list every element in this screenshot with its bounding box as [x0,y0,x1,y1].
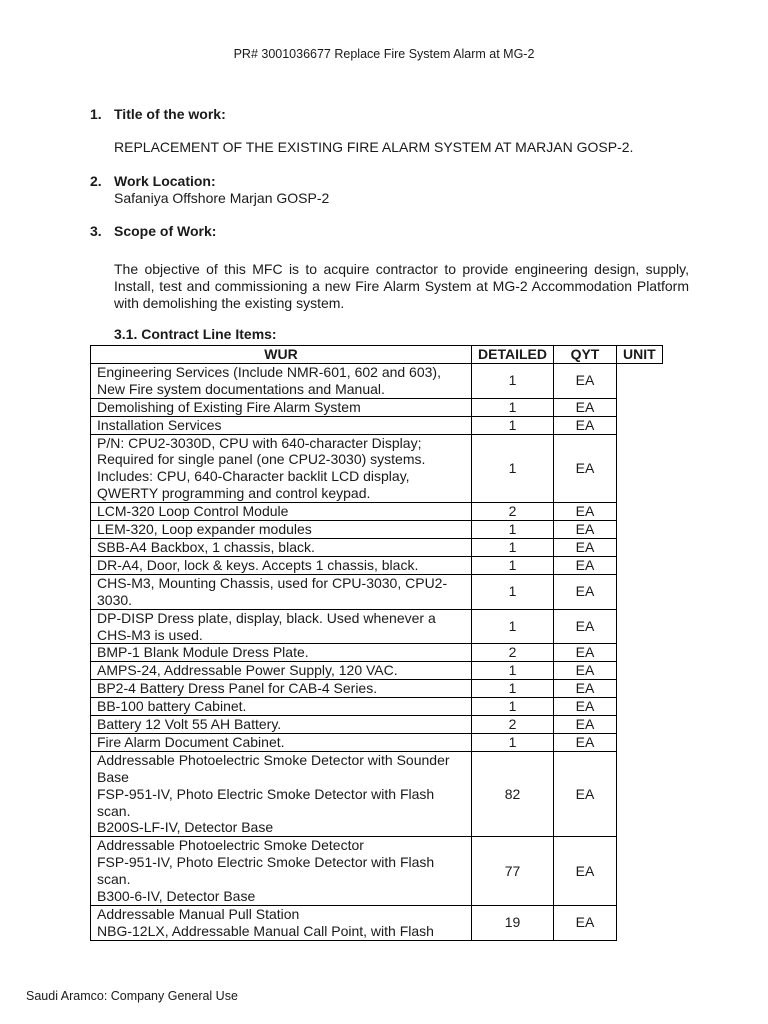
section-2-heading [90,173,216,189]
description-line: P/N: CPU2-3030D, CPU with 640-character Display; [97,434,422,451]
description-line: Fire Alarm Document Cabinet. [97,733,285,750]
table-row [91,574,663,609]
section-number: 2. [90,173,102,189]
item-quantity: 2 [472,716,554,734]
item-quantity: 2 [472,644,554,662]
item-unit: EA [553,751,616,837]
item-unit: EA [553,538,616,556]
item-description [91,837,472,906]
table-row [91,363,663,398]
item-quantity: 1 [472,609,554,644]
item-unit: EA [553,574,616,609]
description-line: NBG-12LX, Addressable Manual Call Point, with Flash [97,922,434,939]
table-row [91,521,663,539]
description-line: Engineering Services (Include NMR-601, 602 and 603), [97,363,441,380]
item-quantity: 1 [472,733,554,751]
description-line: scan. [97,802,131,819]
item-unit: EA [553,716,616,734]
item-quantity: 1 [472,398,554,416]
section-1-heading [90,106,226,122]
item-unit: EA [553,644,616,662]
item-unit: EA [553,680,616,698]
table-row [91,751,663,837]
table-row [91,416,663,434]
item-description [91,698,472,716]
description-line: B200S-LF-IV, Detector Base [97,819,274,836]
item-description [91,662,472,680]
table-row [91,434,663,503]
item-description [91,538,472,556]
section-title: Scope of Work: [114,223,217,239]
description-line: SBB-A4 Backbox, 1 chassis, black. [97,538,315,555]
table-row [91,556,663,574]
description-line: 3030. [97,591,133,608]
item-quantity: 1 [472,416,554,434]
description-line: Demolishing of Existing Fire Alarm System [97,398,361,415]
contract-line-items-table [90,345,663,941]
item-quantity: 1 [472,556,554,574]
item-unit: EA [553,837,616,906]
table-row [91,503,663,521]
section-number: 3. [90,223,102,239]
item-unit: EA [553,521,616,539]
item-description [91,609,472,644]
table-row [91,698,663,716]
item-description [91,751,472,837]
table-row [91,398,663,416]
table-row [91,609,663,644]
item-unit: EA [553,662,616,680]
item-description [91,906,472,941]
subsection-heading: 3.1. Contract Line Items: [114,326,277,342]
description-line: Addressable Photoelectric Smoke Detector with Sounder [97,751,450,768]
item-description [91,644,472,662]
item-quantity: 82 [472,751,554,837]
item-unit: EA [553,906,616,941]
item-description [91,716,472,734]
table-row [91,733,663,751]
item-quantity: 1 [472,538,554,556]
header-detailed: DETAILED [472,346,554,364]
scope-objective-paragraph: The objective of this MFC is to acquire contractor to provide engineering design, supply, Install, test and commissioning a new Fire Alarm System at MG-2 Accommodation Platform with demolishing the existing system. [114,261,689,311]
item-quantity: 2 [472,503,554,521]
item-quantity: 1 [472,662,554,680]
item-description [91,574,472,609]
description-line: B300-6-IV, Detector Base [97,888,256,905]
item-unit: EA [553,434,616,503]
item-description [91,503,472,521]
description-line: scan. [97,871,131,888]
description-line: QWERTY programming and control keypad. [97,485,371,502]
item-unit: EA [553,556,616,574]
item-unit: EA [553,733,616,751]
work-title-text: REPLACEMENT OF THE EXISTING FIRE ALARM SYSTEM AT MARJAN GOSP-2. [114,139,634,155]
item-quantity: 1 [472,698,554,716]
description-line: Required for single panel (one CPU2-3030) systems. [97,451,426,468]
item-description [91,680,472,698]
description-line: New Fire system documentations and Manual. [97,380,385,397]
description-line: Addressable Manual Pull Station [97,906,300,922]
item-quantity: 19 [472,906,554,941]
item-description [91,521,472,539]
description-line: BMP-1 Blank Module Dress Plate. [97,644,309,661]
item-description [91,434,472,503]
item-description [91,398,472,416]
description-line: DR-A4, Door, lock & keys. Accepts 1 chassis, black. [97,556,419,573]
item-quantity: 1 [472,574,554,609]
table-row [91,837,663,906]
item-unit: EA [553,416,616,434]
footer-classification: Saudi Aramco: Company General Use [26,989,238,1003]
description-line: CHS-M3, Mounting Chassis, used for CPU-3030, CPU2- [97,574,448,591]
section-3-heading [90,223,216,239]
document-header: PR# 3001036677 Replace Fire System Alarm at MG-2 [233,47,535,61]
description-line: BB-100 battery Cabinet. [97,698,247,715]
item-quantity: 1 [472,434,554,503]
item-quantity: 1 [472,521,554,539]
description-line: Addressable Photoelectric Smoke Detector [97,837,364,854]
table-row [91,680,663,698]
section-title: Work Location: [114,173,216,189]
item-description [91,416,472,434]
section-title: Title of the work: [114,106,226,122]
description-line: Includes: CPU, 640-Character backlit LCD display, [97,468,410,485]
description-line: Battery 12 Volt 55 AH Battery. [97,716,282,733]
item-description [91,733,472,751]
item-unit: EA [553,363,616,398]
description-line: FSP-951-IV, Photo Electric Smoke Detector with Flash [97,854,435,871]
description-line: FSP-951-IV, Photo Electric Smoke Detector with Flash [97,785,435,802]
item-quantity: 1 [472,680,554,698]
item-unit: EA [553,698,616,716]
table-header-row [91,346,663,364]
table-row [91,716,663,734]
item-unit: EA [553,609,616,644]
description-line: Base [97,768,129,785]
description-line: CHS-M3 is used. [97,626,203,643]
table-row [91,662,663,680]
description-line: AMPS-24, Addressable Power Supply, 120 VAC. [97,662,398,679]
description-line: LCM-320 Loop Control Module [97,503,289,520]
table-row [91,538,663,556]
table-row [91,644,663,662]
header-unit: UNIT [616,346,662,364]
table-row [91,906,663,941]
description-line: Installation Services [97,416,222,433]
group-label-cell: WUR [91,346,472,364]
item-unit: EA [553,503,616,521]
item-quantity: 77 [472,837,554,906]
item-quantity: 1 [472,363,554,398]
description-line: DP-DISP Dress plate, display, black. Used whenever a [97,609,436,626]
item-description [91,363,472,398]
description-line: BP2-4 Battery Dress Panel for CAB-4 Series. [97,680,378,697]
item-unit: EA [553,398,616,416]
section-number: 1. [90,106,102,122]
header-qty: QYT [553,346,616,364]
work-location-text: Safaniya Offshore Marjan GOSP-2 [114,190,330,206]
description-line: LEM-320, Loop expander modules [97,521,312,538]
item-description [91,556,472,574]
